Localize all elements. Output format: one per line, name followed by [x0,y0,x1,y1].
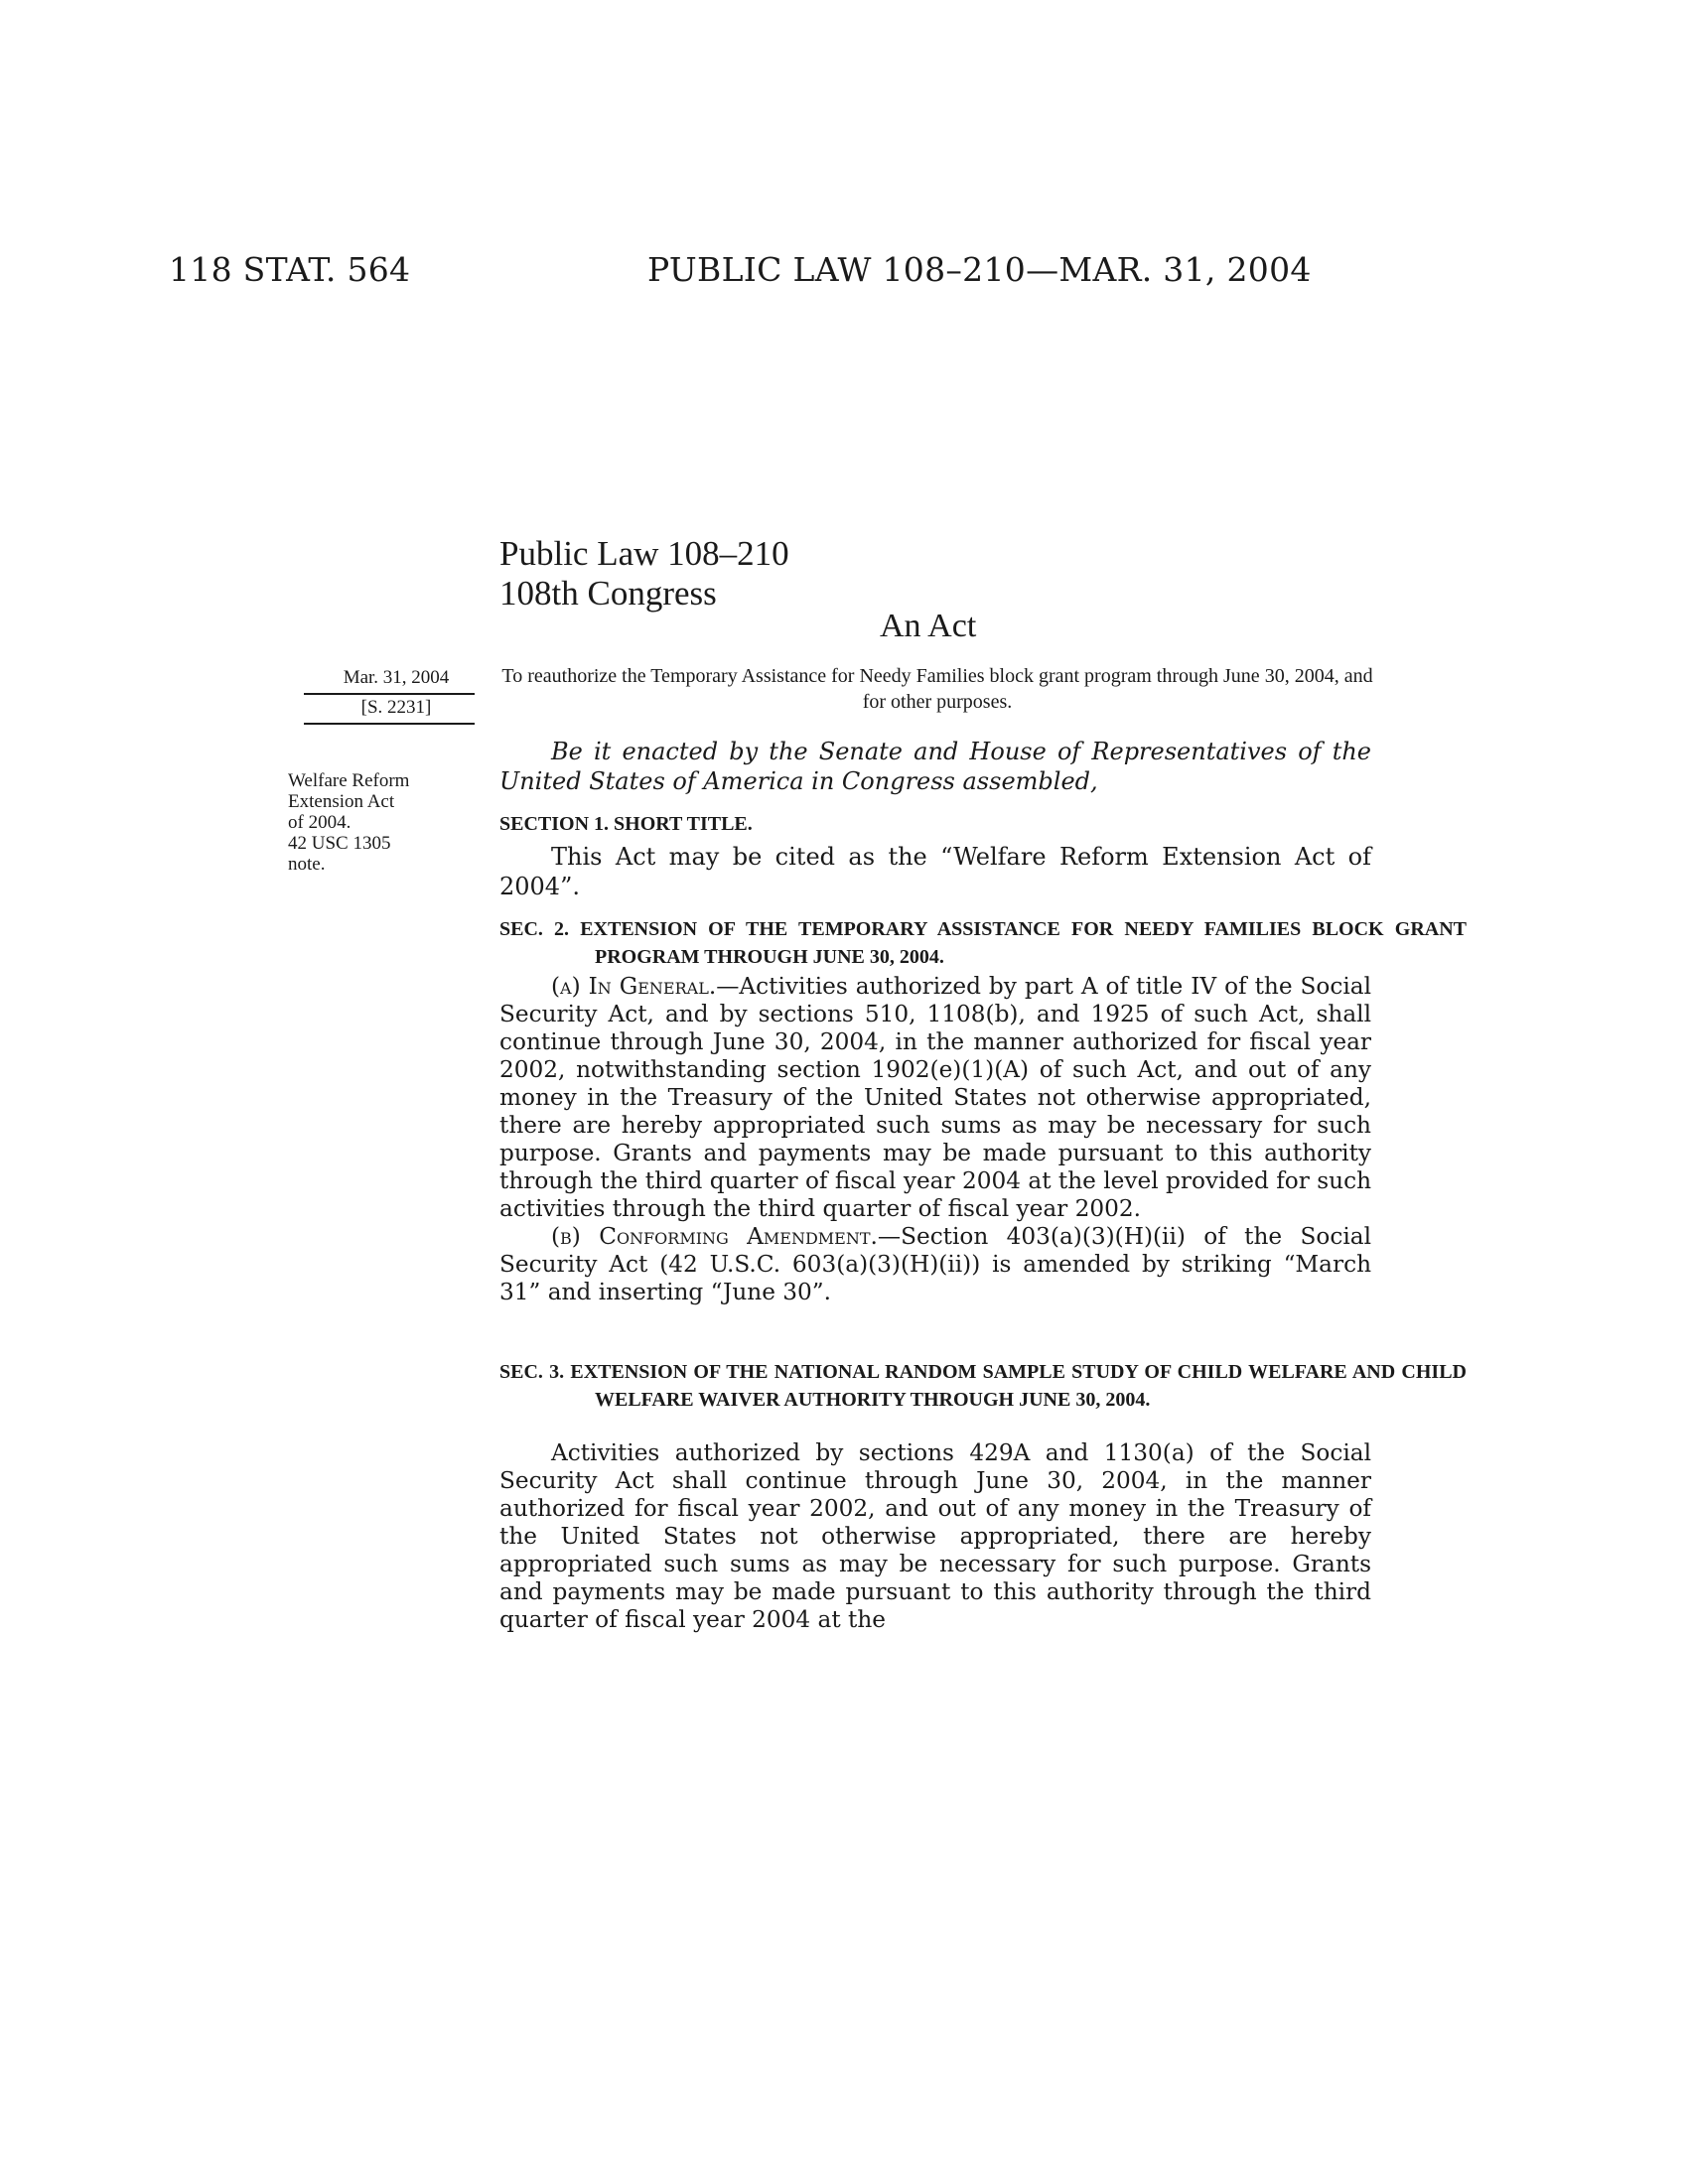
sidebar-rule-bottom [304,723,475,725]
section-2-heading: SEC. 2. EXTENSION OF THE TEMPORARY ASSISTANCE FOR NEEDY FAMILIES BLOCK GRANT PROGRAM THROUGH JUNE 30, 2004. [499,918,1467,968]
sidebar-rule-top [304,693,475,695]
section-3-body: Activities authorized by sections 429A and 1130(a) of the Social Security Act shall continue through June 30, 2004, in the manner authorized for fiscal year 2002, and out of any money in the Treasury of the United States not otherwise appropriated, there are hereby appropriated such sums as may be necessary for such purpose. Grants and payments may be made pursuant to this authority through the third quarter of fiscal year 2004 at the [499,1439,1371,1633]
page-stat-number: 118 STAT. 564 [169,250,411,289]
section-3-heading: SEC. 3. EXTENSION OF THE NATIONAL RANDOM SAMPLE STUDY OF CHILD WELFARE AND CHILD WELFARE WAIVER AUTHORITY THROUGH JUNE 30, 2004. [499,1361,1467,1411]
act-purpose: To reauthorize the Temporary Assistance for Needy Families block grant program through June 30, 2004, and for other purposes. [501,665,1373,713]
subsection-b-label: (b) Conforming Amendment.— [551,1223,902,1250]
sidebar-note-line: note. [288,854,326,875]
subsection-a-label: (a) In General.— [551,973,740,1000]
subsection-a-text: Activities authorized by part A of title IV of the Social Security Act, and by sections 510, 1108(b), and 1925 of such Act, shall continue through June 30, 2004, in the manner authorized for fiscal year 2002, notwithstanding section 1902(e)(1)(A) of such Act, and out of any money in the Treasury of the United States not otherwise appropriated, there are hereby appropriated such sums as may be necessary for such purpose. Grants and payments may be made pursuant to this authority through the third quarter of fiscal year 2004 at the level provided for such activities through the third quarter of fiscal year 2002. [499,973,1371,1222]
law-title-block [499,534,789,614]
sidebar-bill-number: [S. 2231] [360,697,432,718]
section-1-body: This Act may be cited as the “Welfare Reform Extension Act of 2004”. [499,843,1371,900]
section-1-heading: SECTION 1. SHORT TITLE. [499,813,753,835]
public-law-number: Public Law 108–210 [499,534,789,573]
subsection-b-text: Section 403(a)(3)(H)(ii) of the Social Security Act (42 U.S.C. 603(a)(3)(H)(ii)) is amended by striking “March 31” and inserting “June 30”. [499,1223,1371,1305]
running-head-title: PUBLIC LAW 108–210—MAR. 31, 2004 [647,250,1312,289]
subsection-a [499,973,1371,1223]
enacting-clause: Be it enacted by the Senate and House of Representatives of the United States of America in Congress assembled, [499,738,1371,795]
subsection-b [499,1223,1371,1306]
sidebar-date: Mar. 31, 2004 [343,667,450,688]
sidebar-note-line: Welfare Reform [288,770,410,791]
sidebar-note-line: Extension Act [288,791,395,812]
congress-label: 108th Congress [499,574,717,613]
section-2-body [499,973,1371,1306]
sidebar-note [288,770,467,875]
sidebar-note-line: of 2004. [288,812,352,833]
sidebar-note-line: 42 USC 1305 [288,833,391,854]
act-heading: An Act [880,608,977,644]
